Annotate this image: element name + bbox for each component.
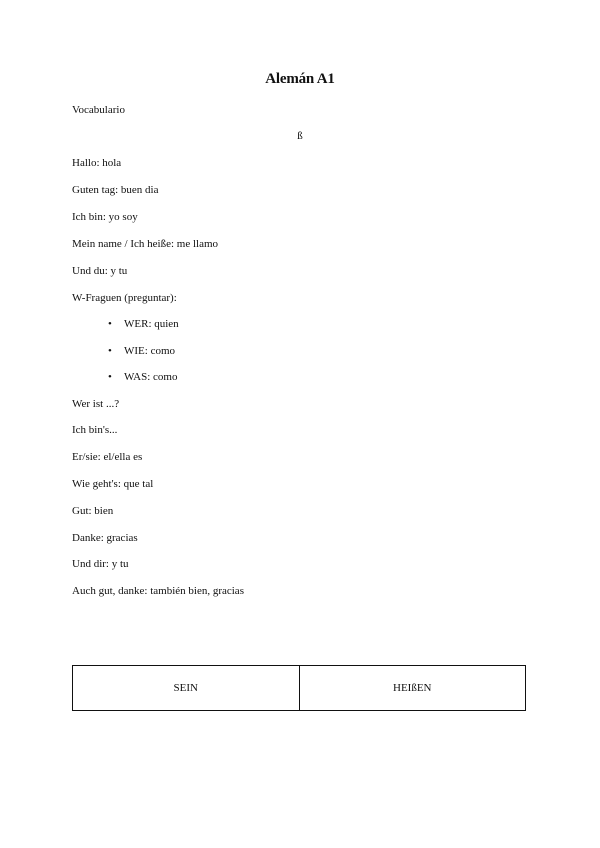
vocab-line: Und du: y tu xyxy=(72,265,128,277)
bullet-item xyxy=(108,371,177,383)
table-cell-sein: SEIN xyxy=(173,682,198,694)
vocab-line: Ich bin: yo soy xyxy=(72,211,138,223)
vocab-line: Mein name / Ich heiße: me llamo xyxy=(72,238,219,250)
vocab-line: Ich bin's... xyxy=(72,424,118,436)
vocab-line: Auch gut, danke: también bien, gracias xyxy=(72,585,244,597)
vocab-line: Gut: bien xyxy=(72,505,114,517)
table-cell-heissen: HEIßEN xyxy=(299,666,526,710)
section-heading: Vocabulario xyxy=(72,104,125,116)
vocab-line: Und dir: y tu xyxy=(72,558,129,570)
bullet-icon: • xyxy=(108,371,112,383)
document-title: Alemán A1 xyxy=(265,71,335,87)
bullet-icon: • xyxy=(108,318,112,330)
bullet-icon: • xyxy=(108,345,112,357)
vocab-line: Guten tag: buen dia xyxy=(72,184,159,196)
bullet-text: WIE: como xyxy=(124,345,176,357)
vocab-line: Wer ist ...? xyxy=(72,398,120,410)
bullet-text: WER: quien xyxy=(124,318,179,330)
vocab-line: Hallo: hola xyxy=(72,157,122,169)
vocab-line: Danke: gracias xyxy=(72,532,138,544)
vocab-line: W-Fraguen (preguntar): xyxy=(72,292,177,304)
bullet-text: WAS: como xyxy=(124,371,178,383)
bullet-item xyxy=(108,345,175,357)
bullet-item xyxy=(108,318,179,330)
verb-table xyxy=(72,665,526,711)
vocab-line: Er/sie: el/ella es xyxy=(72,451,143,463)
vocab-line: Wie geht's: que tal xyxy=(72,478,154,490)
eszett-character: ß xyxy=(297,130,303,142)
